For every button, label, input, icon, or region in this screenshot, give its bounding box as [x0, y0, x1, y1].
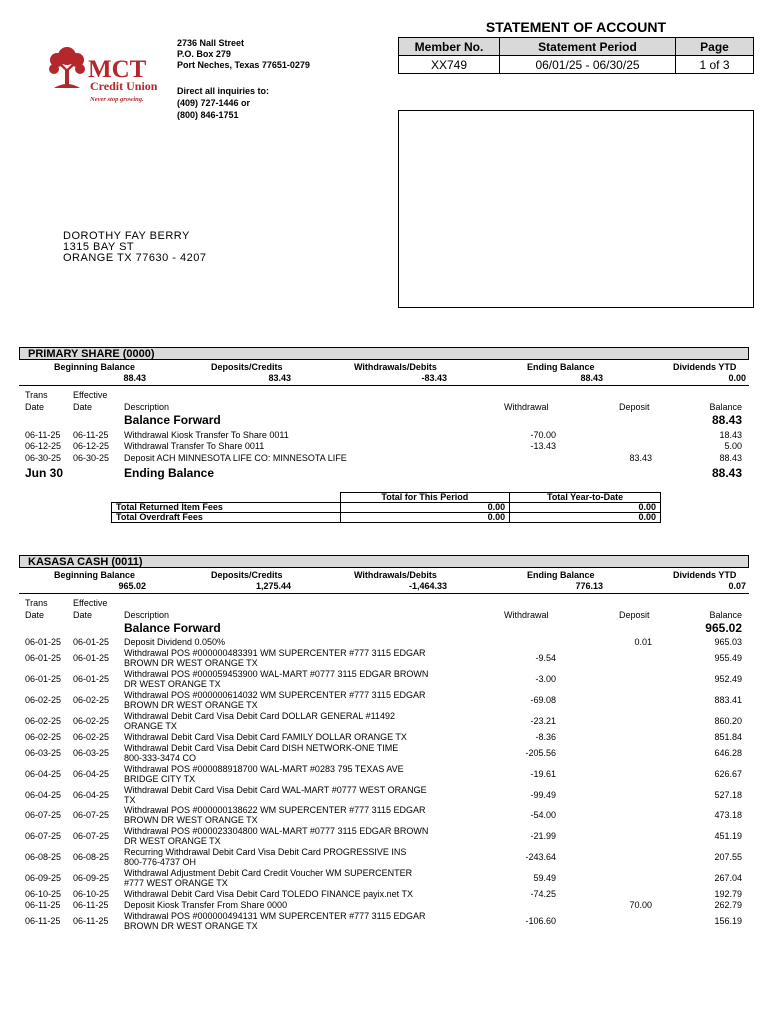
ending-balance-row-value: 88.43	[711, 466, 742, 480]
row-balance: 965.03	[714, 637, 742, 647]
mailing-line: 1315 BAY ST	[63, 241, 135, 253]
deposit-amount: 70.00	[629, 900, 652, 910]
withdrawal-amount: -106.60	[525, 916, 556, 927]
deposit-amount: 0.01	[634, 637, 652, 647]
col-description: Description	[124, 402, 170, 412]
col-deposit: Deposit	[619, 610, 650, 620]
trans-date: 06-07-25	[25, 831, 62, 842]
row-balance: 883.41	[714, 695, 742, 705]
col-trans-date: Date	[25, 610, 45, 620]
description-line: Withdrawal POS #000023304800 WAL-MART #0777 3115 EDGAR BROWN	[124, 826, 429, 837]
effective-date: 06-09-25	[73, 872, 110, 883]
effective-date: 06-11-25	[73, 916, 109, 927]
row-balance: 527.18	[714, 789, 742, 800]
row-balance: 207.55	[714, 852, 742, 862]
description-line: 800-333-3474 CO	[124, 753, 197, 763]
row-balance: 851.84	[714, 731, 742, 742]
description-line: Deposit Dividend 0.050%	[124, 637, 226, 647]
effective-date: 06-01-25	[73, 653, 110, 664]
description-line: ORANGE TX	[124, 720, 177, 731]
section-title: KASASA CASH (0011)	[19, 555, 749, 568]
description-line: Withdrawal Debit Card Visa Debit Card DOLLAR GENERAL #11492	[124, 710, 395, 721]
trans-date: 06-03-25	[25, 748, 62, 758]
page-header: Page	[676, 38, 754, 56]
withdrawals-debits-value: -1,464.33	[408, 581, 447, 591]
col-trans-date: Date	[25, 402, 45, 412]
withdrawal-amount: -70.00	[530, 430, 556, 440]
mailing-line: ORANGE TX 77630 - 4207	[63, 252, 207, 264]
inquiries-info	[177, 85, 269, 121]
total-period-header: Total for This Period	[340, 493, 510, 503]
ending-balance-value: 88.43	[580, 373, 603, 383]
kasasa-cash-section	[19, 555, 749, 1015]
description-line: Withdrawal Kiosk Transfer To Share 0011	[124, 430, 289, 440]
section-title: PRIMARY SHARE (0000)	[19, 347, 749, 360]
effective-date: 06-07-25	[73, 810, 110, 821]
cu-address	[177, 38, 310, 71]
trans-date: 06-11-25	[25, 430, 61, 440]
dividends-ytd-value: 0.00	[728, 373, 746, 383]
withdrawal-amount: -9.54	[535, 653, 556, 664]
row-balance: 860.20	[714, 715, 742, 726]
trans-date: 06-02-25	[25, 695, 62, 705]
logo-name: MCT	[88, 56, 147, 83]
effective-date: 06-07-25	[73, 831, 110, 842]
inquiries-line: (800) 846-1751	[177, 110, 239, 120]
description-line: Withdrawal Debit Card Visa Debit Card FAMILY DOLLAR ORANGE TX	[124, 731, 407, 742]
description-line: TX	[124, 794, 136, 805]
withdrawal-amount: -205.56	[525, 748, 556, 758]
tree-logo-icon	[48, 44, 166, 108]
description-line: Withdrawal Adjustment Debit Card Credit Voucher WM SUPERCENTER	[124, 867, 413, 878]
trans-date: 06-10-25	[25, 888, 62, 899]
withdrawal-amount: -21.99	[530, 831, 556, 842]
trans-date: 06-01-25	[25, 653, 62, 664]
withdrawals-debits-label: Withdrawals/Debits	[354, 362, 437, 372]
effective-date: 06-01-25	[73, 674, 110, 685]
trans-date: 06-11-25	[25, 900, 61, 910]
effective-date: 06-03-25	[73, 748, 110, 758]
fees-table-corner	[112, 493, 341, 503]
row-balance: 473.18	[714, 810, 742, 821]
description-line: Recurring Withdrawal Debit Card Visa Debit Card PROGRESSIVE INS	[124, 847, 407, 857]
balance-forward-label: Balance Forward	[124, 621, 221, 635]
effective-date: 06-11-25	[73, 900, 109, 910]
deposits-credits-value: 83.43	[268, 373, 291, 383]
description-line: Withdrawal Debit Card Visa Debit Card TOLEDO FINANCE payix.net TX	[124, 888, 413, 899]
description-line: Withdrawal POS #000088918700 WAL-MART #0283 795 TEXAS AVE	[124, 763, 404, 774]
beginning-balance-label: Beginning Balance	[54, 570, 136, 580]
effective-date: 06-02-25	[73, 731, 110, 742]
returned-fees-label: Total Returned Item Fees	[112, 503, 341, 513]
effective-date: 06-04-25	[73, 789, 110, 800]
beginning-balance-value: 965.02	[118, 581, 146, 591]
ending-balance-label: Ending Balance	[527, 570, 595, 580]
logo-sub: Credit Union	[90, 79, 158, 93]
mailing-address	[63, 231, 206, 264]
withdrawals-debits-value: -83.43	[421, 373, 447, 383]
trans-date: 06-04-25	[25, 768, 62, 779]
statement-title: STATEMENT OF ACCOUNT	[485, 19, 667, 35]
balance-forward-value: 88.43	[711, 413, 742, 427]
trans-date: 06-01-25	[25, 674, 62, 685]
col-description: Description	[124, 610, 170, 620]
row-balance: 646.28	[714, 748, 742, 758]
inquiries-line: (409) 727-1446 or	[177, 98, 251, 108]
description-line: Withdrawal POS #000000494131 WM SUPERCENTER #777 3115 EDGAR	[124, 911, 426, 922]
row-balance: 156.19	[714, 916, 742, 927]
col-trans: Trans	[25, 390, 48, 400]
dividends-ytd-label: Dividends YTD	[673, 362, 737, 372]
deposits-credits-label: Deposits/Credits	[211, 570, 283, 580]
col-effective-date: Date	[73, 610, 93, 620]
member-no-header: Member No.	[399, 38, 500, 56]
balance-forward-label: Balance Forward	[124, 413, 221, 427]
dividends-ytd-value: 0.07	[728, 581, 746, 591]
description-line: Withdrawal Debit Card Visa Debit Card WAL-MART #0777 WEST ORANGE	[124, 784, 427, 795]
ending-date: Jun 30	[25, 466, 64, 480]
ending-balance-label: Ending Balance	[527, 362, 595, 372]
withdrawal-amount: -3.00	[535, 674, 556, 685]
effective-date: 06-30-25	[73, 452, 110, 463]
overdraft-fees-label: Total Overdraft Fees	[112, 513, 341, 523]
address-line: 2736 Nall Street	[177, 38, 245, 48]
beginning-balance-value: 88.43	[123, 373, 146, 383]
trans-date: 06-07-25	[25, 810, 62, 821]
address-line: P.O. Box 279	[177, 49, 231, 59]
row-balance: 952.49	[714, 674, 742, 685]
statement-period-value: 06/01/25 - 06/30/25	[500, 56, 676, 74]
overdraft-fees-ytd: 0.00	[510, 513, 661, 523]
withdrawal-amount: -8.36	[535, 731, 556, 742]
withdrawal-amount: -69.08	[530, 695, 556, 705]
row-balance: 955.49	[714, 653, 742, 664]
beginning-balance-label: Beginning Balance	[54, 362, 136, 372]
credit-union-logo	[48, 44, 166, 108]
description-line: DR WEST ORANGE TX	[124, 679, 221, 690]
envelope-window-box	[398, 110, 754, 308]
effective-date: 06-02-25	[73, 695, 110, 705]
ending-balance-value: 776.13	[575, 581, 603, 591]
total-ytd-header: Total Year-to-Date	[510, 493, 661, 503]
description-line: DR WEST ORANGE TX	[124, 836, 221, 847]
description-line: Withdrawal POS #000000614032 WM SUPERCENTER #777 3115 EDGAR	[124, 690, 426, 700]
col-withdrawal: Withdrawal	[504, 402, 549, 412]
page-value: 1 of 3	[676, 56, 754, 74]
trans-date: 06-04-25	[25, 789, 62, 800]
description-line: Withdrawal POS #000059453900 WAL-MART #0777 3115 EDGAR BROWN	[124, 669, 429, 680]
returned-fees-ytd: 0.00	[510, 503, 661, 513]
description-line: Withdrawal Transfer To Share 0011	[124, 441, 265, 452]
ending-balance-row-label: Ending Balance	[124, 466, 215, 480]
trans-date: 06-01-25	[25, 637, 62, 647]
inquiries-line: Direct all inquiries to:	[177, 86, 270, 96]
returned-fees-period: 0.00	[340, 503, 510, 513]
description-line: BRIDGE CITY TX	[124, 773, 196, 784]
withdrawal-amount: -243.64	[525, 852, 556, 862]
row-balance: 451.19	[714, 831, 742, 842]
trans-date: 06-11-25	[25, 916, 61, 927]
overdraft-fees-period: 0.00	[340, 513, 510, 523]
effective-date: 06-08-25	[73, 852, 110, 862]
withdrawal-amount: -99.49	[530, 789, 556, 800]
deposits-credits-label: Deposits/Credits	[211, 362, 283, 372]
dividends-ytd-label: Dividends YTD	[673, 570, 737, 580]
col-deposit: Deposit	[619, 402, 650, 412]
deposit-amount: 83.43	[629, 452, 652, 463]
effective-date: 06-04-25	[73, 768, 110, 779]
account-header-table	[398, 37, 754, 74]
description-line: BROWN DR WEST ORANGE TX	[124, 658, 258, 669]
description-line: Withdrawal Debit Card Visa Debit Card DISH NETWORK-ONE TIME	[124, 743, 399, 753]
description-line: 800-776-4737 OH	[124, 857, 197, 867]
col-effective-date: Date	[73, 402, 93, 412]
description-line: Deposit ACH MINNESOTA LIFE CO: MINNESOTA LIFE	[124, 452, 347, 463]
fees-table	[111, 492, 661, 523]
trans-date: 06-30-25	[25, 452, 62, 463]
divider	[19, 593, 749, 594]
description-line: BROWN DR WEST ORANGE TX	[124, 700, 258, 710]
effective-date: 06-02-25	[73, 715, 110, 726]
effective-date: 06-12-25	[73, 441, 110, 452]
divider	[19, 385, 749, 386]
withdrawal-amount: -74.25	[530, 888, 556, 899]
trans-date: 06-12-25	[25, 441, 62, 452]
effective-date: 06-10-25	[73, 888, 110, 899]
col-effective: Effective	[73, 598, 108, 608]
col-effective: Effective	[73, 390, 108, 400]
primary-share-section	[19, 347, 749, 527]
effective-date: 06-01-25	[73, 637, 110, 647]
row-balance: 626.67	[714, 768, 742, 779]
withdrawal-amount: -13.43	[530, 441, 556, 452]
address-line: Port Neches, Texas 77651-0279	[177, 60, 310, 70]
description-line: Withdrawal POS #000000483391 WM SUPERCENTER #777 3115 EDGAR	[124, 648, 426, 659]
description-line: BROWN DR WEST ORANGE TX	[124, 815, 258, 826]
row-balance: 88.43	[719, 452, 742, 463]
row-balance: 18.43	[719, 430, 742, 440]
withdrawals-debits-label: Withdrawals/Debits	[354, 570, 437, 580]
col-withdrawal: Withdrawal	[504, 610, 549, 620]
statement-period-header: Statement Period	[500, 38, 676, 56]
withdrawal-amount: -19.61	[530, 768, 556, 779]
row-balance: 262.79	[714, 900, 742, 910]
trans-date: 06-08-25	[25, 852, 62, 862]
col-balance: Balance	[709, 610, 742, 620]
withdrawal-amount: -54.00	[530, 810, 556, 821]
description-line: #777 WEST ORANGE TX	[124, 877, 228, 888]
description-line: Deposit Kiosk Transfer From Share 0000	[124, 900, 288, 910]
trans-date: 06-02-25	[25, 731, 62, 742]
col-balance: Balance	[709, 402, 742, 412]
logo-tagline: Never stop growing.	[90, 96, 144, 103]
row-balance: 192.79	[714, 888, 742, 899]
balance-forward-value: 965.02	[705, 621, 742, 635]
effective-date: 06-11-25	[73, 430, 109, 440]
trans-date: 06-02-25	[25, 715, 62, 726]
mailing-line: DOROTHY FAY BERRY	[63, 230, 190, 242]
row-balance: 267.04	[714, 872, 742, 883]
description-line: Withdrawal POS #000000138622 WM SUPERCENTER #777 3115 EDGAR	[124, 805, 426, 816]
trans-date: 06-09-25	[25, 872, 62, 883]
row-balance: 5.00	[724, 441, 742, 452]
withdrawal-amount: 59.49	[533, 872, 556, 883]
withdrawal-amount: -23.21	[530, 715, 556, 726]
description-line: BROWN DR WEST ORANGE TX	[124, 921, 258, 932]
deposits-credits-value: 1,275.44	[255, 581, 291, 591]
col-trans: Trans	[25, 598, 48, 608]
member-no-value: XX749	[399, 56, 500, 74]
